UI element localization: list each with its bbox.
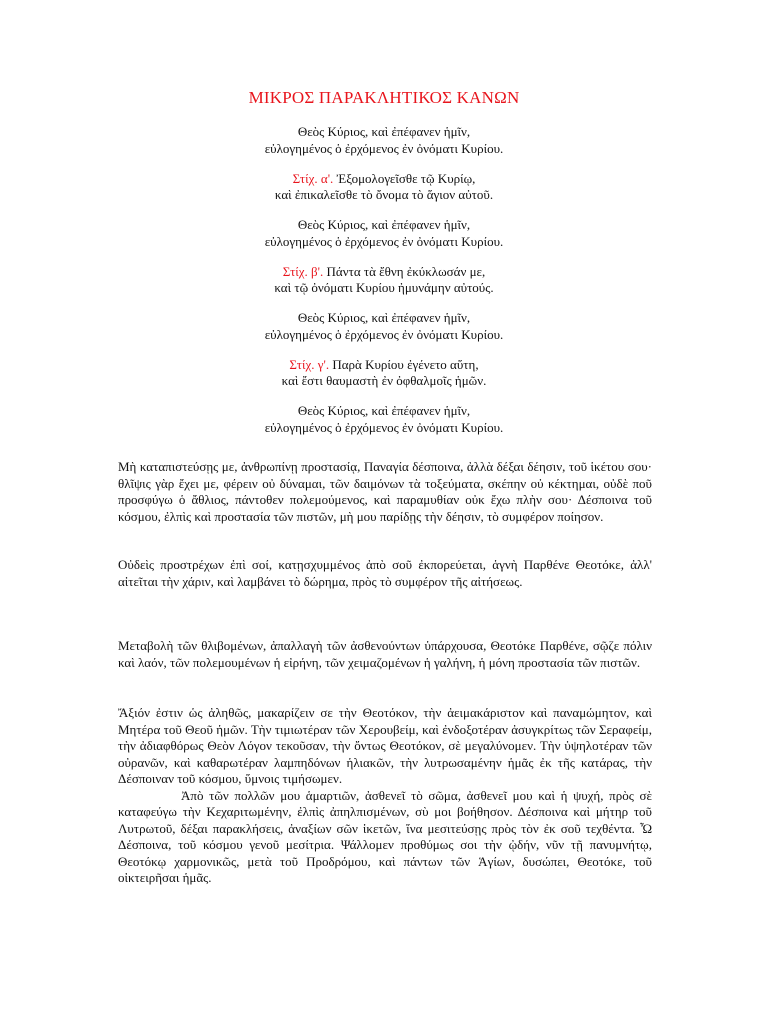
stich-1-line-2: καὶ ἐπικαλεῖσθε τὸ ὄνομα τὸ ἅγιον αὐτοῦ.	[274, 187, 494, 202]
stich-3-line-2: καὶ ἔστι θαυμαστὴ ἐν ὀφθαλμοῖς ἡμῶν.	[281, 373, 487, 388]
stich-2-line-2: καὶ τῷ ὀνόματι Κυρίου ἠμυνάμην αὐτούς.	[274, 280, 494, 295]
paragraph-troparion-2	[118, 557, 652, 590]
stich-1-text: Ἐξομολογεῖσθε τῷ Κυρίῳ,	[333, 170, 476, 186]
refrain-line-1: Θεὸς Κύριος, καὶ ἐπέφανεν ἡμῖν,	[297, 403, 471, 418]
refrain-line-2: εὐλογημένος ὁ ἐρχόμενος ἐν ὀνόματι Κυρίου.	[264, 140, 504, 156]
paragraph-text: Ἄξιόν ἐστιν ὡς ἀληθῶς, μακαρίζειν σε τὴν Θεοτόκον, τὴν ἀειμακάριστον καὶ παναμώμητον, καὶ Μητέρα τοῦ Θεοῦ ἡμῶν. Τὴν τιμιωτέραν τῶν Χερουβείμ, καὶ ἐνδοξοτέραν ἀσυγκρίτως τῶν Σεραφείμ, τὴν ἀδιαφθόρως Θεὸν Λόγον τεκοῦσαν, τὴν ὄντως Θεοτόκον, σὲ μεγαλύνομεν. Τὴν ὑψηλοτέραν τῶν οὐρανῶν, καὶ καθαρωτέραν λαμπηδόνων ἡλιακῶν, τὴν λυτρωσαμένην ἡμᾶς ἐκ τῆς κατάρας, τὴν Δέσποιναν τοῦ κόσμου, ὕμνοις τιμήσωμεν.	[118, 705, 652, 786]
stich-3-line-1	[0, 357, 768, 374]
refrain-stanza	[0, 403, 768, 436]
stich-2-stanza	[0, 264, 768, 297]
stich-1-label: Στίχ. α'.	[292, 170, 334, 186]
refrain-line-1: Θεὸς Κύριος, καὶ ἐπέφανεν ἡμῖν,	[297, 217, 471, 232]
paragraph-text: Μὴ καταπιστεύσῃς με, ἀνθρωπίνῃ προστασίᾳ, Παναγία δέσποινα, ἀλλὰ δέξαι δέησιν, τοῦ ἱκέτου σου· θλῖψις γὰρ ἔχει με, φέρειν οὐ δύναμαι, τῶν δαιμόνων τὰ τοξεύματα, σκέπην οὐ κέκτημαι, οὐδὲ ποῦ προσφύγω ὁ ἄθλιος, πάντοθεν πολεμούμενος, καὶ παραμυθίαν οὐκ ἔχω πλὴν σου· Δέσποινα τοῦ κόσμου, ἐλπὶς καὶ προστασία τῶν πιστῶν, μὴ μου παρίδῃς τὴν δέησιν, τὸ συμφέρον ποίησον.	[118, 459, 652, 524]
stich-3-label: Στίχ. γ'.	[289, 356, 330, 372]
stich-3-text: Παρὰ Κυρίου ἐγένετο αὕτη,	[329, 356, 479, 372]
refrain-line-2: εὐλογημένος ὁ ἐρχόμενος ἐν ὀνόματι Κυρίου.	[264, 419, 504, 435]
refrain-line-2: εὐλογημένος ὁ ἐρχόμενος ἐν ὀνόματι Κυρίου.	[264, 326, 504, 342]
stich-2-line-1	[0, 264, 768, 281]
stich-1-stanza	[0, 171, 768, 204]
page-title: ΜΙΚΡΟΣ ΠΑΡΑΚΛΗΤΙΚΟΣ ΚΑΝΩΝ	[248, 88, 520, 107]
refrain-stanza	[0, 310, 768, 343]
refrain-line-1: Θεὸς Κύριος, καὶ ἐπέφανεν ἡμῖν,	[297, 310, 471, 325]
refrain-line-1: Θεὸς Κύριος, καὶ ἐπέφανεν ἡμῖν,	[297, 124, 471, 139]
stich-2-label: Στίχ. β'.	[282, 263, 324, 279]
refrain-line-2: εὐλογημένος ὁ ἐρχόμενος ἐν ὀνόματι Κυρίου.	[264, 233, 504, 249]
refrain-stanza	[0, 217, 768, 250]
stich-2-text: Πάντα τὰ ἔθνη ἐκύκλωσάν με,	[323, 263, 486, 279]
paragraph-troparion-3	[118, 638, 652, 671]
verses-block	[0, 124, 768, 450]
stich-1-line-1	[0, 171, 768, 188]
paragraph-text: Μεταβολὴ τῶν θλιβομένων, ἀπαλλαγὴ τῶν ἀσθενούντων ὑπάρχουσα, Θεοτόκε Παρθένε, σῷζε πόλιν καὶ λαόν, τῶν πολεμουμένων ἡ εἰρήνη, τῶν χειμαζομένων ἡ γαλήνη, ἡ μόνη προστασία τῶν πιστῶν.	[118, 638, 652, 670]
paragraph-troparion-1	[118, 459, 652, 525]
stich-3-stanza	[0, 357, 768, 390]
paragraph-text: Οὐδεὶς προστρέχων ἐπὶ σοί, κατῃσχυμμένος ἀπὸ σοῦ ἐκπορεύεται, ἁγνὴ Παρθένε Θεοτόκε, ἀλλ' αἰτεῖται τὴν χάριν, καὶ λαμβάνει τὸ δώρημα, πρὸς τὸ συμφέρον τῆς αἰτήσεως.	[118, 557, 652, 589]
paragraph-axion-estin	[118, 705, 652, 887]
paragraph-text: Ἀπὸ τῶν πολλῶν μου ἁμαρτιῶν, ἀσθενεῖ τὸ σῶμα, ἀσθενεῖ μου καὶ ἡ ψυχή, πρὸς σὲ καταφεύγω τὴν Κεχαριτωμένην, ἐλπὶς ἀπηλπισμένων, σὺ μοι βοήθησον. Δέσποινα καὶ μήτηρ τοῦ Λυτρωτοῦ, δέξαι παρακλήσεις, ἀναξίων σῶν ἱκετῶν, ἵνα μεσιτεύσῃς πρὸς τὸν ἐκ σοῦ τεχθέντα. Ὦ Δέσποινα, τοῦ κόσμου γενοῦ μεσίτρια. Ψάλλομεν προθύμως σοι τὴν ᾠδήν, νῦν τῇ πανυμνήτῳ, Θεοτόκῳ χαρμονικῶς, μετὰ τοῦ Προδρόμου, καὶ πάντων τῶν Ἁγίων, δυσώπει, Θεοτόκε, τοῦ οἰκτειρῆσαι ἡμᾶς.	[118, 787, 652, 885]
refrain-stanza	[0, 124, 768, 157]
